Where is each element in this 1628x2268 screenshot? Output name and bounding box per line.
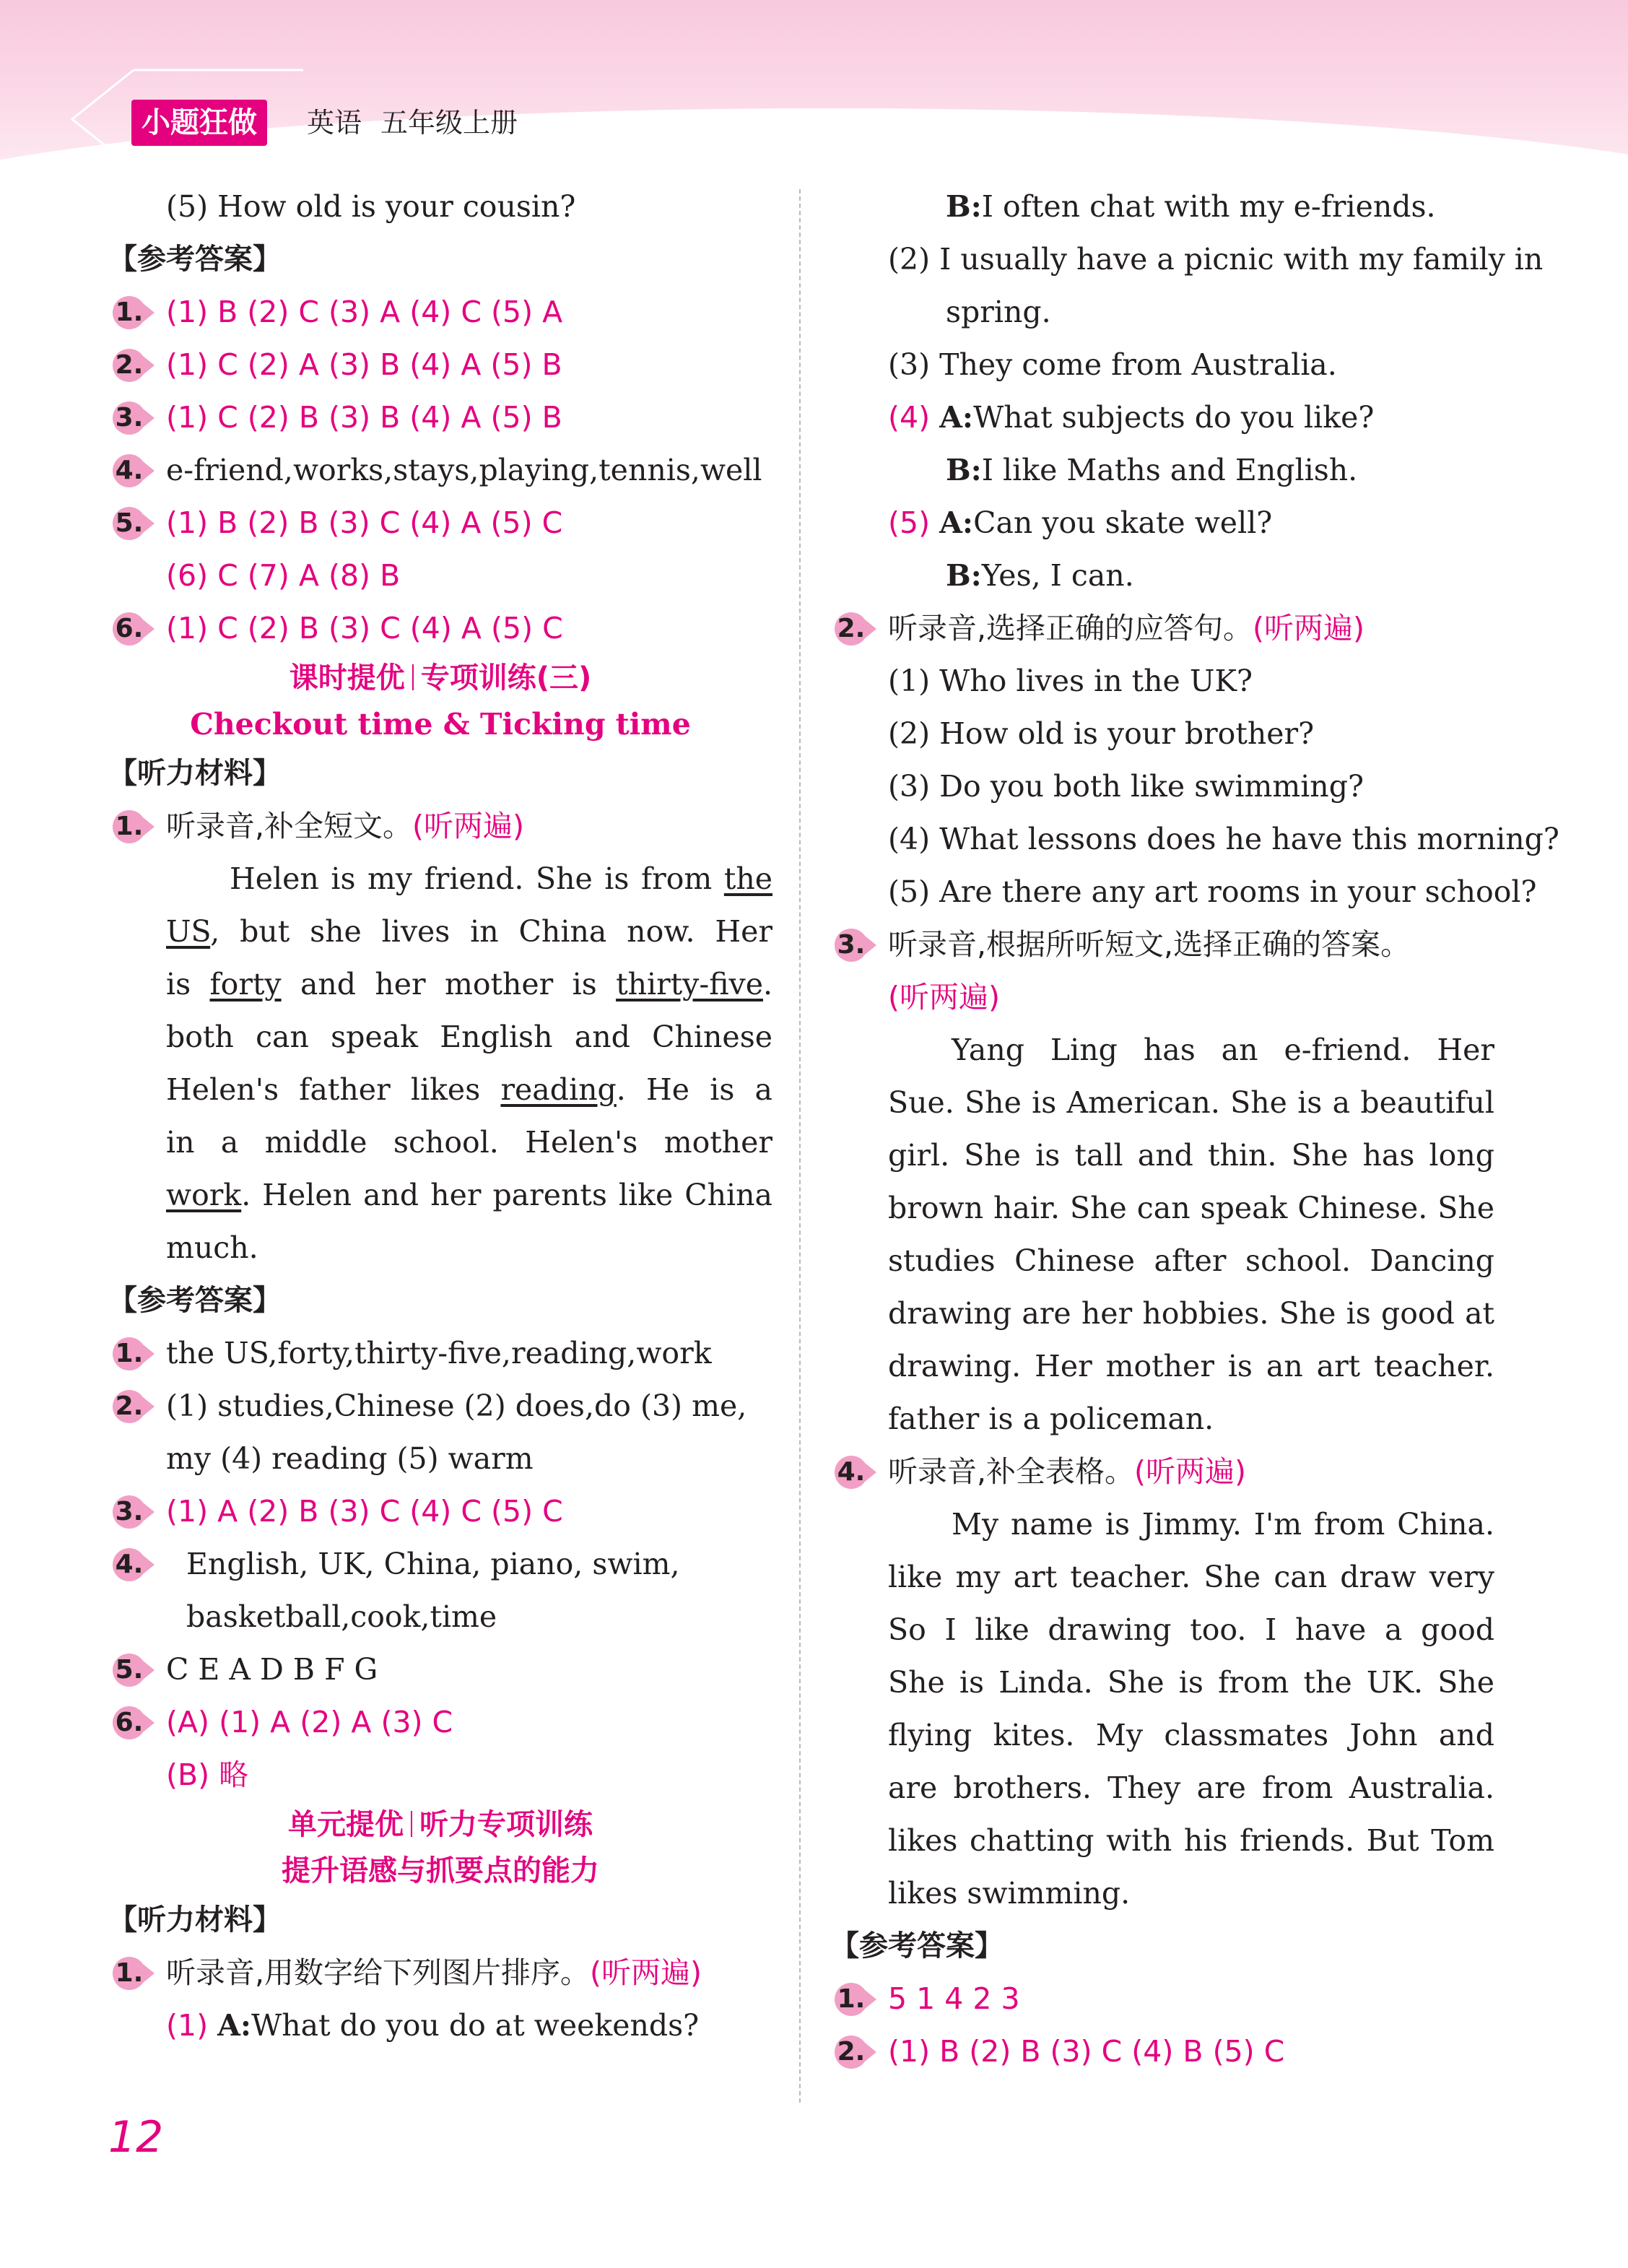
passage-line: father is a policeman. [888, 1402, 1214, 1436]
question-number-badge: 4. [108, 454, 156, 487]
answer-line: 6. (A) (1) A (2) A (3) C [108, 1696, 772, 1749]
answer-line: 3. (1) C (2) B (3) B (4) A (5) B [108, 391, 772, 444]
question-number-badge: 1. [108, 296, 156, 329]
answer-heading: 【参考答案】 [108, 1284, 282, 1317]
section-title: 课时提优 专项训练(三) [289, 661, 592, 695]
subject-label: 英语 [307, 107, 362, 139]
answer-line: (B) 略 [166, 1758, 249, 1792]
left-column [108, 181, 772, 2052]
question-line: (1) Who lives in the UK? [888, 664, 1253, 698]
passage-line: Helen is my friend. She is from the [230, 861, 772, 896]
answer-line: 1. the US,forty,thirty-five,reading,work [108, 1327, 772, 1380]
passage-line: in a middle school. Helen's mother [166, 1125, 772, 1160]
passage-line: Helen's father likes reading. He is a [166, 1072, 772, 1107]
answer-heading: 【参考答案】 [108, 243, 282, 276]
passage-line: likes chatting with his friends. But Tom [888, 1823, 1494, 1858]
question-number-badge: 4. [830, 1456, 878, 1489]
question-number-badge: 2. [108, 349, 156, 382]
section-subtitle: Checkout time & Ticking time [190, 707, 691, 742]
dialogue-line: (3) They come from Australia. [888, 347, 1337, 382]
question-number-badge: 5. [108, 507, 156, 540]
question-number-badge: 1. [108, 1957, 156, 1990]
dialogue-line: B:I like Maths and English. [946, 453, 1358, 487]
answer-heading: 【参考答案】 [830, 1929, 1004, 1963]
answer-line: my (4) reading (5) warm [166, 1441, 534, 1476]
passage-line: is forty and her mother is thirty-five. [166, 967, 772, 1002]
passage-line: work. Helen and her parents like China [166, 1178, 772, 1212]
passage-line: studies Chinese after school. Dancing [888, 1243, 1494, 1278]
passage-line: are brothers. They are from Australia. [888, 1770, 1494, 1805]
header-subject [307, 101, 518, 144]
passage-line: like my art teacher. She can draw very [888, 1560, 1494, 1594]
dialogue-line: B:I often chat with my e-friends. [946, 189, 1436, 224]
text-line: (5) How old is your cousin? [166, 189, 576, 224]
answer-line: 2. (1) studies,Chinese (2) does,do (3) me, [108, 1380, 772, 1433]
question-number-badge: 3. [830, 929, 878, 962]
column-divider [799, 189, 801, 2103]
question-line: (4) What lessons does he have this morning? [888, 822, 1559, 856]
passage-line: drawing are her hobbies. She is good at [888, 1296, 1494, 1331]
passage-line: drawing. Her mother is an art teacher. [888, 1349, 1494, 1383]
question-number-badge: 2. [830, 612, 878, 646]
answer-line: 5. C E A D B F G [108, 1643, 772, 1696]
question-number-badge: 1. [108, 1337, 156, 1370]
answer-line: (6) C (7) A (8) B [166, 558, 401, 593]
brand-badge: 小题狂做 [131, 100, 267, 146]
answer-line: 1. 5 1 4 2 3 [830, 1973, 1494, 2025]
question-number-badge: 4. [108, 1548, 156, 1581]
question-number-badge: 5. [108, 1654, 156, 1687]
question-number-badge: 3. [108, 401, 156, 435]
answer-line: 2. (1) C (2) A (3) B (4) A (5) B [108, 339, 772, 391]
passage-line: My name is Jimmy. I'm from China. [952, 1507, 1494, 1542]
question-number-badge: 2. [108, 1390, 156, 1423]
page-number: 12 [108, 2112, 164, 2163]
section-subtitle: 提升语感与抓要点的能力 [282, 1854, 599, 1887]
answer-line: 5. (1) B (2) B (3) C (4) A (5) C [108, 497, 772, 549]
answer-line: 2. (1) B (2) B (3) C (4) B (5) C [830, 2025, 1494, 2078]
section-title: 单元提优 听力专项训练 [288, 1808, 593, 1841]
question-line: (2) How old is your brother? [888, 716, 1315, 751]
question-line: (5) Are there any art rooms in your school? [888, 874, 1537, 909]
passage-line: girl. She is tall and thin. She has long [888, 1138, 1494, 1173]
dialogue-line: B:Yes, I can. [946, 558, 1134, 593]
passage-line: much. [166, 1230, 258, 1265]
passage-line: She is Linda. She is from the UK. She [888, 1665, 1494, 1700]
material-heading: 【听力材料】 [108, 757, 282, 790]
grade-label: 五年级上册 [380, 107, 518, 139]
passage-line: Yang Ling has an e-friend. Her [952, 1033, 1494, 1067]
question-number-badge: 2. [830, 2035, 878, 2069]
instruction-note: (听两遍) [888, 980, 1000, 1014]
question-number-badge: 3. [108, 1495, 156, 1529]
passage-line: likes swimming. [888, 1876, 1131, 1911]
question-line: (3) Do you both like swimming? [888, 769, 1364, 804]
instruction-line: 1. 听录音,用数字给下列图片排序。(听两遍) [108, 1947, 772, 1999]
answer-line: 6. (1) C (2) B (3) C (4) A (5) C [108, 602, 772, 655]
passage-line: US, but she lives in China now. Her [166, 914, 772, 949]
dialogue-line: (5) A:Can you skate well? [888, 505, 1273, 540]
answer-line: 3. (1) A (2) B (3) C (4) C (5) C [108, 1485, 772, 1538]
answer-line: 4. English, UK, China, piano, swim, [108, 1538, 772, 1591]
question-number-badge: 6. [108, 1706, 156, 1739]
instruction-line: 1. 听录音,补全短文。(听两遍) [108, 800, 772, 853]
passage-line: Sue. She is American. She is a beautiful [888, 1085, 1494, 1120]
dialogue-line: (2) I usually have a picnic with my family in [888, 242, 1544, 277]
instruction-line: 2. 听录音,选择正确的应答句。(听两遍) [830, 602, 1494, 655]
passage-line: So I like drawing too. I have a good [888, 1612, 1494, 1647]
dialogue-line: (1) A:What do you do at weekends? [166, 2008, 700, 2043]
question-number-badge: 1. [830, 1983, 878, 2016]
passage-line: flying kites. My classmates John and [888, 1718, 1494, 1752]
dialogue-line: spring. [946, 295, 1051, 329]
question-number-badge: 1. [108, 810, 156, 843]
answer-line: 4. e-friend,works,stays,playing,tennis,well [108, 444, 772, 497]
passage-line: both can speak English and Chinese [166, 1020, 772, 1054]
passage-line: brown hair. She can speak Chinese. She [888, 1191, 1494, 1225]
instruction-line: 4. 听录音,补全表格。(听两遍) [830, 1446, 1494, 1498]
instruction-line: 3. 听录音,根据所听短文,选择正确的答案。 [830, 918, 1494, 971]
answer-line: 1. (1) B (2) C (3) A (4) C (5) A [108, 286, 772, 339]
material-heading: 【听力材料】 [108, 1903, 282, 1937]
question-number-badge: 6. [108, 612, 156, 646]
dialogue-line: (4) A:What subjects do you like? [888, 400, 1375, 435]
answer-line: basketball,cook,time [186, 1599, 497, 1634]
right-column [830, 181, 1559, 2078]
